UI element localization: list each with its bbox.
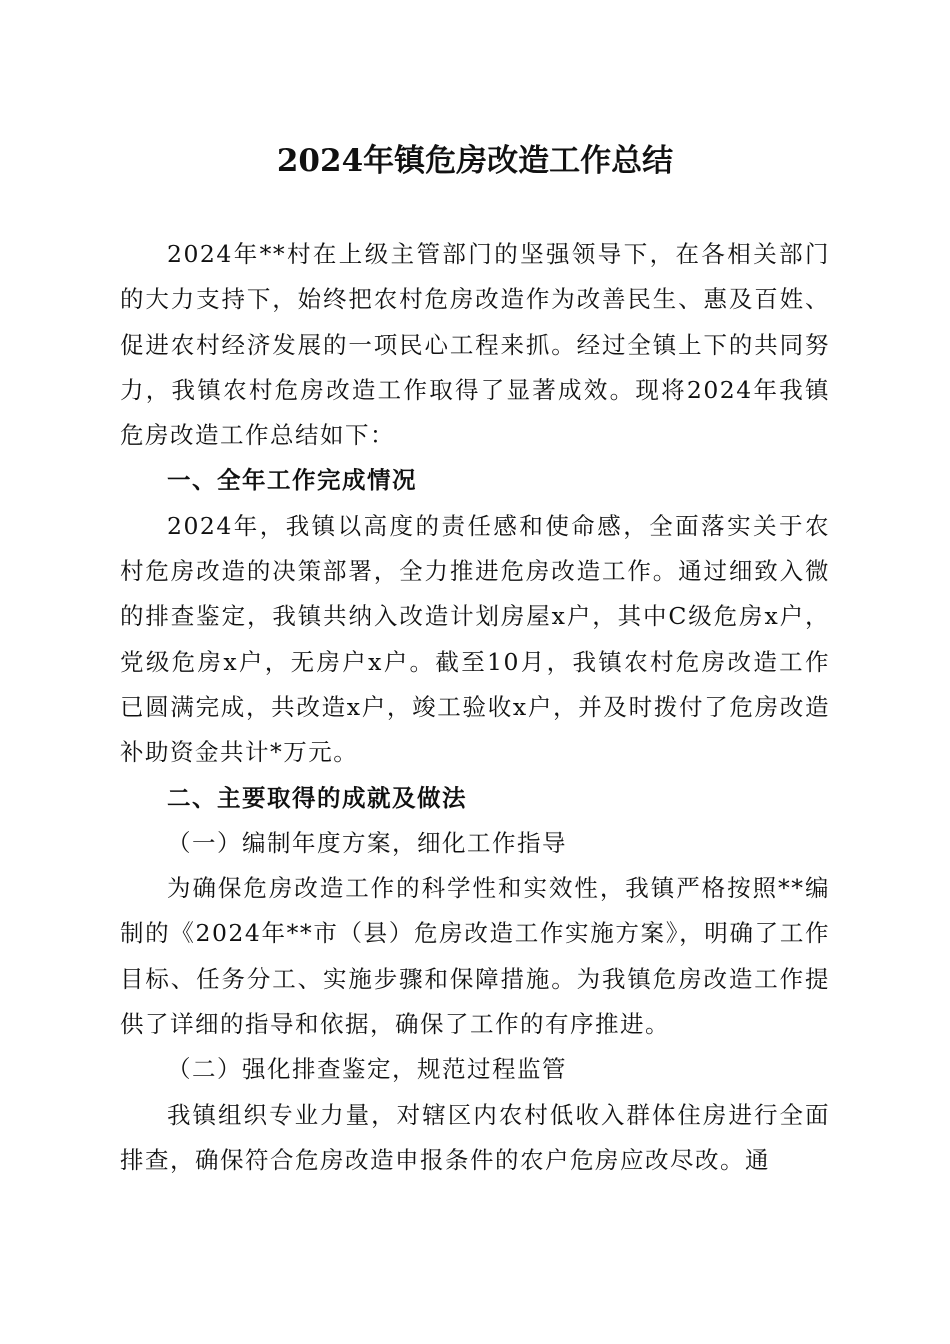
- document-title: 2024年镇危房改造工作总结: [276, 143, 674, 179]
- section-1-paragraph: 2024年，我镇以高度的责任感和使命感，全面落实关于农村危房改造的决策部署，全力推进危房改造工作。通过细致入微的排查鉴定，我镇共纳入改造计划房屋x户，其中C级危房x户，党级危房x户，无房户x户。截至10月，我镇农村危房改造工作已圆满完成，共改造x户，竣工验收x户，并及时拨付了危房改造补助资金共计*万元。: [120, 511, 830, 767]
- subsection-1-paragraph: 为确保危房改造工作的科学性和实效性，我镇严格按照**编制的《2024年**市（县）危房改造工作实施方案》，明确了工作目标、任务分工、实施步骤和保障措施。为我镇危房改造工作提供了详细的指导和依据，确保了工作的有序推进。: [120, 874, 830, 1039]
- subsection-heading-1: （一）编制年度方案，细化工作指导: [167, 828, 567, 857]
- intro-paragraph: 2024年**村在上级主管部门的坚强领导下，在各相关部门的大力支持下，始终把农村危房改造作为改善民生、惠及百姓、促进农村经济发展的一项民心工程来抓。经过全镇上下的共同努力，我镇农村危房改造工作取得了显著成效。现将2024年我镇危房改造工作总结如下：: [120, 240, 830, 450]
- subsection-2-paragraph: 我镇组织专业力量，对辖区内农村低收入群体住房进行全面排查，确保符合危房改造申报条件的农户危房应改尽改。通: [120, 1100, 830, 1174]
- document-body: [120, 232, 830, 1183]
- section-heading-1: 一、全年工作完成情况: [167, 466, 417, 495]
- subsection-heading-2: （二）强化排查鉴定，规范过程监管: [167, 1055, 567, 1084]
- section-heading-2: 二、主要取得的成就及做法: [167, 783, 467, 812]
